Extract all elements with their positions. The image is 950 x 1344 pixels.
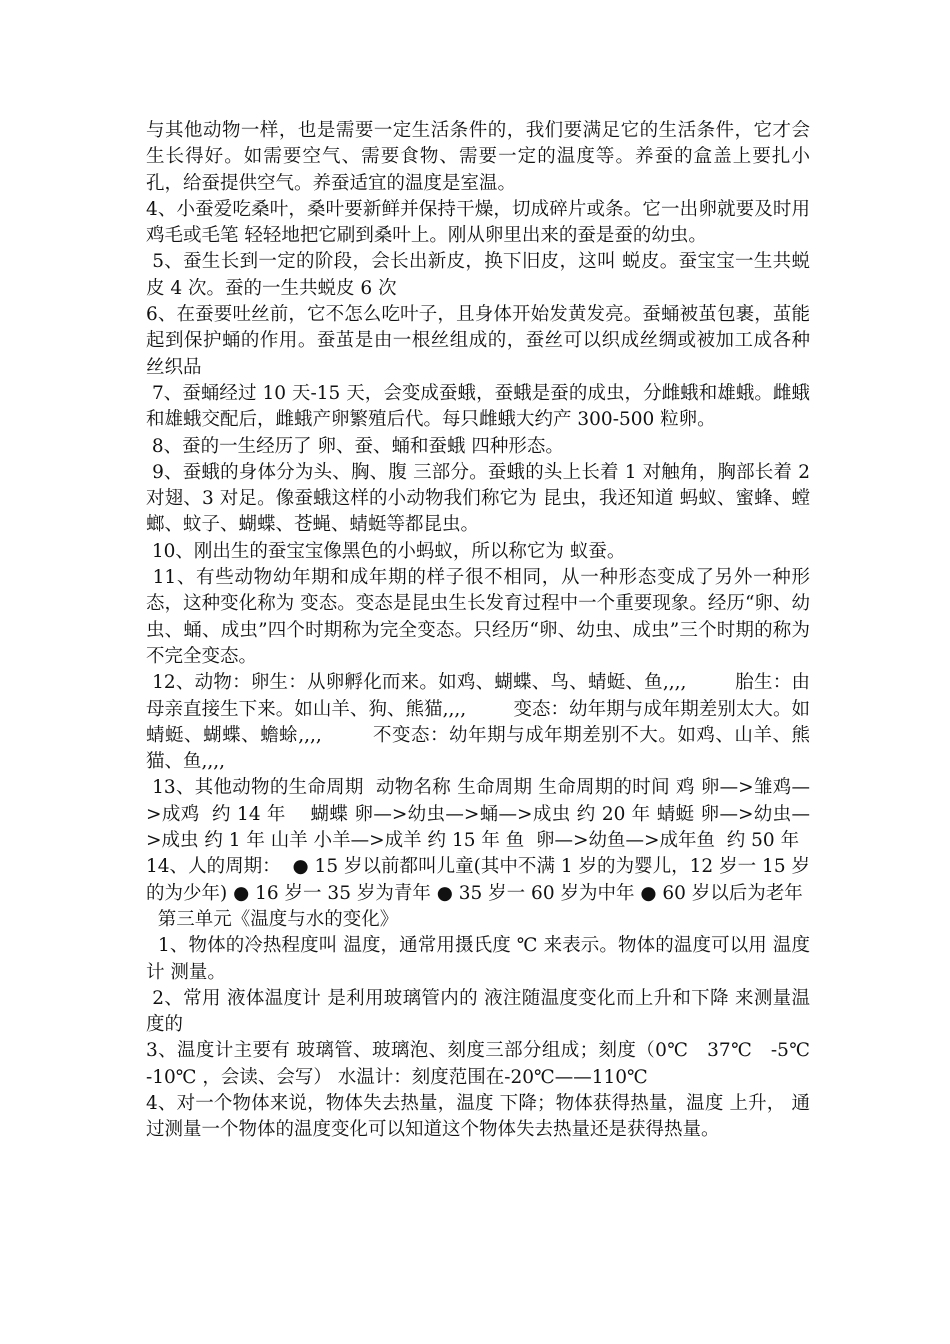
paragraph-temp-3: 3、温度计主要有 玻璃管、玻璃泡、刻度三部分组成；刻度（0℃ 37℃ -5℃ -10℃ ，会读、会写） 水温计：刻度范围在-20℃——110℃: [146, 1040, 834, 1088]
paragraph-item-4: 4、小蚕爱吃桑叶，桑叶要新鲜并保持干燥，切成碎片或条。它一出卵就要及时用 鸡毛或毛笔 轻轻地把它刷到桑叶上。刚从卵里出来的蚕是蚕的幼虫。: [146, 198, 816, 247]
document-page: [146, 118, 834, 1144]
paragraph-intro: 与其他动物一样，也是需要一定生活条件的，我们要满足它的生活条件，它才会生长得好。如需要空气、需要食物、需要一定的温度等。养蚕的盒盖上要扎小孔，给蚕提供空气。养蚕适宜的温度是室温。: [146, 120, 810, 194]
paragraph-item-11: 11、有些动物幼年期和成年期的样子很不相同，从一种形态变成了另外一种形态，这种变化称为 变态。变态是昆虫生长发育过程中一个重要现象。经历“卵、幼虫、蛹、成虫”四个时期称为完全变态。只经历“卵、幼虫、成虫”三个时期的称为不完全变态。: [146, 567, 810, 667]
paragraph-item-13: 13、其他动物的生命周期 动物名称 生命周期 生命周期的时间 鸡 卵—>雏鸡—>成鸡 约 14 年 蝴蝶 卵—>幼虫—>蛹—>成虫 约 20 年 蜻蜓 卵—>幼虫—>成虫 约 1 年 山羊 小羊—>成羊 约 15 年 鱼 卵—>幼鱼—>成年鱼 约 50 年: [146, 777, 810, 852]
paragraph-temp-1: 1、物体的冷热程度叫 温度，通常用摄氏度 ℃ 来表示。物体的温度可以用 温度计 测量。: [146, 935, 810, 983]
paragraph-item-8: 8、蚕的一生经历了 卵、蚕、蛹和蚕蛾 四种形态。: [146, 435, 564, 457]
paragraph-item-5: 5、蚕生长到一定的阶段，会长出新皮，换下旧皮，这叫 蜕皮。蚕宝宝一生共蜕皮 4 次。蚕的一生共蜕皮 6 次: [146, 251, 810, 299]
paragraph-item-6: 6、在蚕要吐丝前，它不怎么吃叶子，且身体开始发黄发亮。蚕蛹被茧包裹，茧能起到保护蛹的作用。蚕茧是由一根丝组成的，蚕丝可以织成丝绸或被加工成各种丝织品: [146, 304, 810, 378]
paragraph-item-12: 12、动物：卵生：从卵孵化而来。如鸡、蝴蝶、鸟、蜻蜓、鱼,,,, 胎生：由母亲直接生下来。如山羊、狗、熊猫,,,, 变态：幼年期与成年期差别太大。如蜻蜓、蝴蝶、蟾蜍,,,, 不变态：幼年期与成年期差别不大。如鸡、山羊、熊猫、鱼,,,,: [146, 672, 810, 773]
paragraph-item-14: 14、人的周期： ● 15 岁以前都叫儿童(其中不满 1 岁的为婴儿，12 岁一 15 岁的为少年) ● 16 岁一 35 岁为青年 ● 35 岁一 60 岁为中年 ● 60 岁以后为老年: [146, 856, 810, 904]
paragraph-temp-2: 2、常用 液体温度计 是利用玻璃管内的 液注随温度变化而上升和下降 来测量温度的: [146, 987, 811, 1036]
section-heading: 第三单元《温度与水的变化》: [146, 908, 399, 930]
paragraph-item-7: 7、蚕蛹经过 10 天-15 天，会变成蚕蛾，蚕蛾是蚕的成虫，分雌蛾和雄蛾。雌蛾和雄蛾交配后，雌蛾产卵繁殖后代。每只雌蛾大约产 300-500 粒卵。: [146, 382, 810, 431]
paragraph-item-10: 10、刚出生的蚕宝宝像黑色的小蚂蚁，所以称它为 蚁蚕。: [146, 540, 626, 562]
paragraph-temp-4: 4、对一个物体来说，物体失去热量，温度 下降；物体获得热量，温度 上升， 通过测量一个物体的温度变化可以知道这个物体失去热量还是获得热量。: [146, 1092, 810, 1141]
paragraph-item-9: 9、蚕蛾的身体分为头、胸、腹 三部分。蚕蛾的头上长着 1 对触角，胸部长着 2 对翅、3 对足。像蚕蛾这样的小动物我们称它为 昆虫，我还知道 蚂蚁、蜜蜂、螳螂、蚊子、蝴蝶、苍蝇、蜻蜓等都昆虫。: [146, 461, 816, 536]
